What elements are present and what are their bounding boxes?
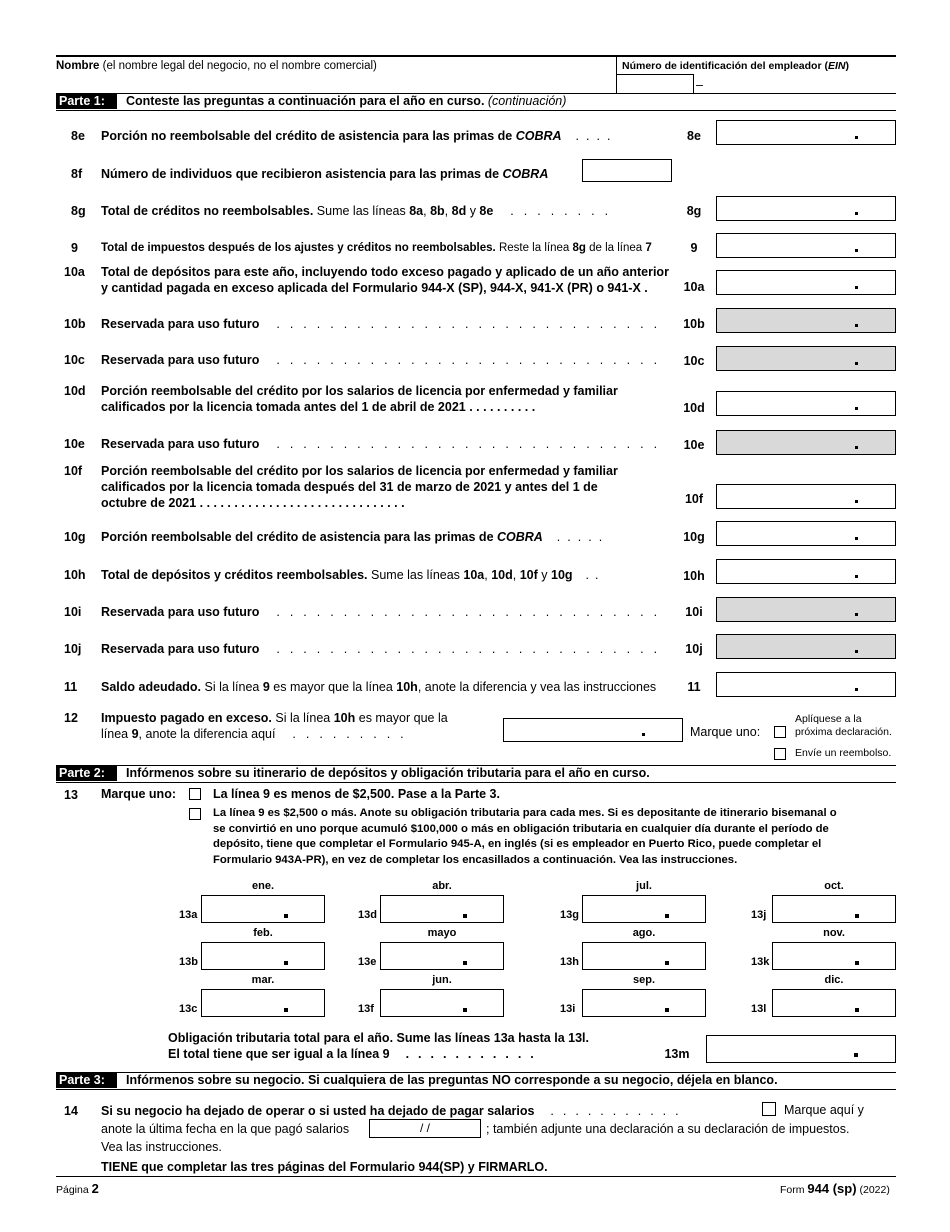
- line-10e-number: 10e: [64, 437, 85, 451]
- line-10a-input[interactable]: [716, 270, 896, 295]
- line-9-number: 9: [71, 241, 78, 255]
- less-than-2500-checkbox[interactable]: [189, 788, 201, 800]
- line-10d-number: 10d: [64, 384, 86, 398]
- line-13c-label: 13c: [179, 1003, 198, 1015]
- line-10j-desc: Reservada para uso futuro .............................: [101, 642, 668, 656]
- line-13l-label: 13l: [751, 1003, 767, 1015]
- month-label-mar: mar.: [251, 974, 275, 986]
- line-13c-input[interactable]: [201, 989, 325, 1017]
- line-14-number: 14: [64, 1104, 78, 1118]
- line-13g-label: 13g: [560, 909, 579, 921]
- apply-next-return-checkbox[interactable]: [774, 726, 786, 738]
- line-9-input[interactable]: [716, 233, 896, 258]
- line-11-desc: Saldo adeudado. Si la línea 9 es mayor que la línea 10h, anote la diferencia y vea las instrucciones: [101, 680, 657, 694]
- line-10h-number: 10h: [64, 568, 86, 582]
- part2-tag: Parte 2:: [56, 766, 117, 781]
- line-14-line2-post: ; también adjunte una declaración a su declaración de impuestos.: [486, 1122, 850, 1136]
- line-10d-desc: Porción reembolsable del crédito por los salarios de licencia por enfermedad y familiar calificados por la licencia tomada antes del 1 de abril de 2021 . . . . . . . . . .: [101, 384, 618, 414]
- part1-title: Conteste las preguntas a continuación para el año en curso. (continuación): [126, 94, 567, 108]
- ein-input[interactable]: [617, 74, 694, 93]
- line-13a-label: 13a: [179, 909, 198, 921]
- part1-tag: Parte 1:: [56, 94, 117, 109]
- line-13f-input[interactable]: [380, 989, 504, 1017]
- line-10g-number: 10g: [64, 530, 86, 544]
- line-13l-input[interactable]: [772, 989, 896, 1017]
- less-than-2500-label: La línea 9 es menos de $2,500. Pase a la Parte 3.: [213, 787, 500, 801]
- line-8g-desc: Total de créditos no reembolsables. Sume las líneas 8a, 8b, 8d y 8e ........: [101, 204, 619, 218]
- line-12-number: 12: [64, 711, 78, 725]
- line-13i-input[interactable]: [582, 989, 706, 1017]
- line-8g-input[interactable]: [716, 196, 896, 221]
- last-wages-date-input[interactable]: / /: [369, 1119, 481, 1138]
- form-label: Form 944 (sp) (2022): [780, 1181, 890, 1196]
- 2500-or-more-label: La línea 9 es $2,500 o más. Anote su obligación tributaria para cada mes. Si es depositante de itinerario bisemanal o se convirtió en uno porque acumuló $100,000 o más en obligación tributaria en cualquier día durante el período de depósito, tiene que completar el Formulario 945-A, en inglés (si es empleador en Puerto Rico, puede completar el Formulario 943A-PR), en vez de completar los encasillados a continuación. Vea las instrucciones.: [213, 807, 837, 866]
- line-11-number: 11: [64, 680, 78, 694]
- line-13h-label: 13h: [560, 956, 579, 968]
- line-8e-number: 8e: [71, 129, 85, 143]
- line-13k-input[interactable]: [772, 942, 896, 970]
- line-8e-ref: 8e: [687, 129, 701, 143]
- line-14-line3: Vea las instrucciones.: [101, 1140, 222, 1154]
- line-11-input[interactable]: [716, 672, 896, 697]
- line-10e-ref: 10e: [683, 438, 705, 452]
- apply-next-return-label: Aplíquese a la próxima declaración.: [795, 713, 892, 738]
- line-13d-input[interactable]: [380, 895, 504, 923]
- line-10c-input: [716, 346, 896, 371]
- line-10f-input[interactable]: [716, 484, 896, 509]
- line-13-number: 13: [64, 788, 78, 802]
- line-14-line1: Si su negocio ha dejado de operar o si usted ha dejado de pagar salarios ...........: [101, 1104, 688, 1118]
- line-13a-input[interactable]: [201, 895, 325, 923]
- line-8e-input[interactable]: [716, 120, 896, 145]
- line-10c-desc: Reservada para uso futuro .............................: [101, 353, 668, 367]
- line-10c-ref: 10c: [683, 354, 705, 368]
- line-10i-desc: Reservada para uso futuro .............................: [101, 605, 668, 619]
- month-label-dec: dic.: [824, 974, 844, 986]
- line-10h-desc: Total de depósitos y créditos reembolsables. Sume las líneas 10a, 10d, 10f y 10g ..: [101, 568, 605, 582]
- line-10d-input[interactable]: [716, 391, 896, 416]
- send-refund-label: Envíe un reembolso.: [795, 747, 892, 759]
- line-10b-desc: Reservada para uso futuro .............................: [101, 317, 668, 331]
- line-13m-ref: 13m: [664, 1047, 690, 1061]
- marque-uno-label: Marque uno:: [690, 725, 761, 739]
- must-complete-notice: TIENE que completar las tres páginas del Formulario 944(SP) y FIRMARLO.: [101, 1160, 548, 1174]
- line-13g-input[interactable]: [582, 895, 706, 923]
- line-10i-ref: 10i: [685, 605, 703, 619]
- line-13j-label: 13j: [751, 909, 767, 921]
- part3-title: Infórmenos sobre su negocio. Si cualquiera de las preguntas NO corresponde a su negocio, déjela en blanco.: [126, 1073, 778, 1087]
- page-label: Página 2: [56, 1181, 99, 1196]
- line-13j-input[interactable]: [772, 895, 896, 923]
- line-8f-input[interactable]: [582, 159, 672, 182]
- line-12-input[interactable]: [503, 718, 683, 742]
- line-13b-label: 13b: [179, 956, 198, 968]
- line-8g-number: 8g: [71, 204, 86, 218]
- line-10e-desc: Reservada para uso futuro .............................: [101, 437, 668, 451]
- line-13b-input[interactable]: [201, 942, 325, 970]
- line-10g-desc: Porción reembolsable del crédito de asistencia para las primas de COBRA .....: [101, 530, 610, 544]
- line-8g-ref: 8g: [686, 204, 702, 218]
- ein-label: Número de identificación del empleador (EIN): [622, 60, 849, 72]
- month-label-sep: sep.: [632, 974, 655, 986]
- month-label-feb: feb.: [253, 927, 273, 939]
- stopped-operating-checkbox[interactable]: [762, 1102, 776, 1116]
- line-10j-ref: 10j: [685, 642, 703, 656]
- month-label-nov: nov.: [823, 927, 845, 939]
- line-14-line2-pre: anote la última fecha en la que pagó salarios: [101, 1122, 350, 1136]
- month-label-aug: ago.: [632, 927, 656, 939]
- line-13e-input[interactable]: [380, 942, 504, 970]
- part2-header: [56, 765, 896, 783]
- line-10i-number: 10i: [64, 605, 82, 619]
- line-10h-input[interactable]: [716, 559, 896, 584]
- line-10a-ref: 10a: [683, 280, 705, 294]
- line-13e-label: 13e: [358, 956, 377, 968]
- line-10f-number: 10f: [64, 464, 83, 478]
- month-label-jul: jul.: [636, 880, 652, 892]
- month-label-jan: ene.: [251, 880, 274, 892]
- line-10g-ref: 10g: [683, 530, 705, 544]
- line-10b-number: 10b: [64, 317, 86, 331]
- line-10f-ref: 10f: [684, 492, 704, 506]
- line-12-desc: Impuesto pagado en exceso. Si la línea 10h es mayor que la línea 9, anote la diferencia aquí .........: [101, 711, 448, 741]
- line-10b-input: [716, 308, 896, 333]
- marque-aqui-label: Marque aquí y: [784, 1103, 864, 1117]
- line-13i-label: 13i: [560, 1003, 576, 1015]
- line-13m-desc: Obligación tributaria total para el año. Sume las líneas 13a hasta la 13l. El total tiene que ser igual a la línea 9 ...........: [168, 1031, 589, 1061]
- line-10a-desc: Total de depósitos para este año, incluyendo todo exceso pagado y aplicado de un año anterior y cantidad pagada en exceso aplicada del Formulario 944-X (SP), 944-X, 941-X (PR) o 941-X .: [101, 265, 669, 295]
- line-10a-number: 10a: [64, 265, 85, 279]
- line-10b-ref: 10b: [683, 317, 705, 331]
- line-8f-number: 8f: [71, 167, 83, 181]
- send-refund-checkbox[interactable]: [774, 748, 786, 760]
- month-label-oct: oct.: [824, 880, 844, 892]
- part3-header: [56, 1072, 896, 1090]
- line-13k-label: 13k: [751, 956, 770, 968]
- month-label-jun: jun.: [432, 974, 452, 986]
- line-11-ref: 11: [687, 680, 701, 694]
- line-10e-input: [716, 430, 896, 455]
- line-9-desc: Total de impuestos después de los ajustes y créditos no reembolsables. Reste la línea 8g de la línea 7: [101, 242, 652, 254]
- month-label-apr: abr.: [432, 880, 452, 892]
- line-10j-input: [716, 634, 896, 659]
- line-8f-desc: Número de individuos que recibieron asistencia para las primas de COBRA: [101, 167, 549, 181]
- month-label-may: mayo: [427, 927, 457, 939]
- line-10h-ref: 10h: [683, 569, 705, 583]
- line-13m-input[interactable]: [706, 1035, 896, 1063]
- line-10i-input: [716, 597, 896, 622]
- line-10c-number: 10c: [64, 353, 85, 367]
- line-13d-label: 13d: [358, 909, 377, 921]
- part2-title: Infórmenos sobre su itinerario de depósitos y obligación tributaria para el año en curso.: [126, 766, 650, 780]
- line-8e-desc: Porción no reembolsable del crédito de asistencia para las primas de COBRA ....: [101, 129, 618, 143]
- line-10g-input[interactable]: [716, 521, 896, 546]
- line-10j-number: 10j: [64, 642, 82, 656]
- line-10d-ref: 10d: [683, 401, 705, 415]
- line-10f-desc: Porción reembolsable del crédito por los salarios de licencia por enfermedad y familiar calificados por la licencia tomada después del 31 de marzo de 2021 y antes del 1 de octubre de 2021 . . . . . . . . . . . . . . . . . . . . . . . . . . . . . .: [101, 464, 618, 510]
- part3-tag: Parte 3:: [56, 1073, 117, 1088]
- ein-dash: –: [696, 78, 703, 92]
- line-9-ref: 9: [690, 241, 698, 255]
- line-13f-label: 13f: [358, 1003, 374, 1015]
- line-13-marque-label: Marque uno:: [101, 787, 176, 801]
- part1-header: [56, 93, 896, 111]
- line-13h-input[interactable]: [582, 942, 706, 970]
- 2500-or-more-checkbox[interactable]: [189, 808, 201, 820]
- name-label: Nombre (el nombre legal del negocio, no el nombre comercial): [56, 60, 377, 72]
